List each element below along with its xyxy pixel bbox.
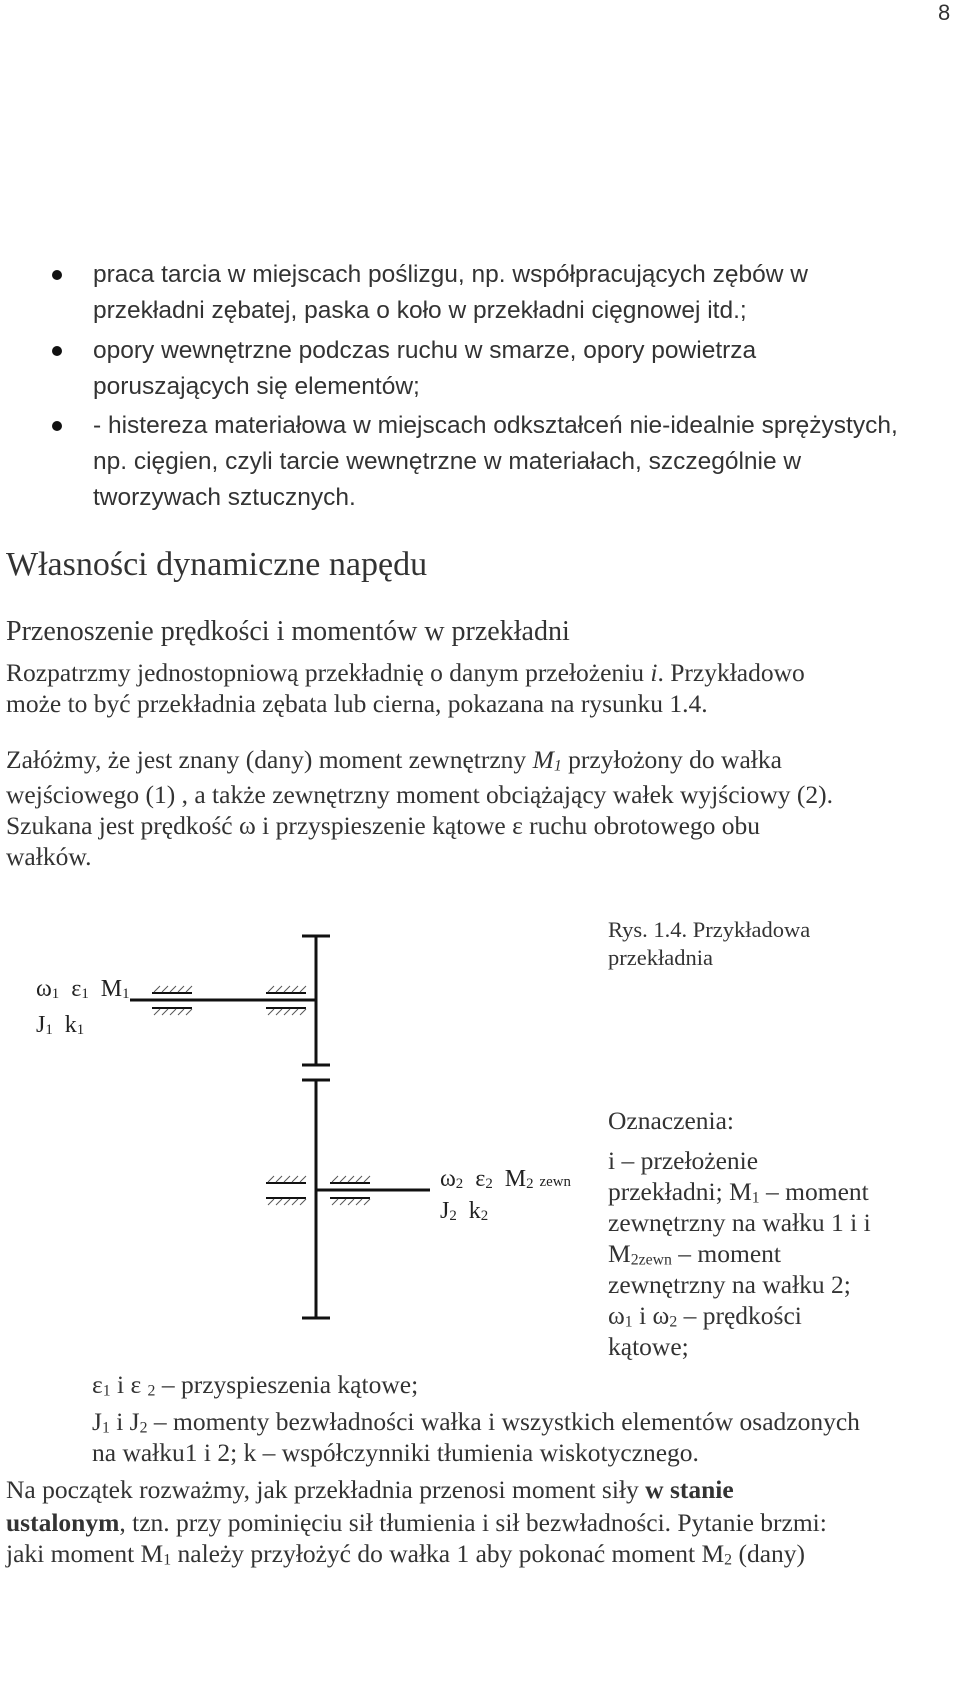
text-run: , tzn. przy pominięciu sił tłumienia i sił bezwładności. Pytanie brzmi: xyxy=(119,1508,827,1537)
subscript: 1 xyxy=(751,1189,760,1207)
legend-line-2 xyxy=(608,1177,869,1207)
bullet-1-line-1: praca tarcia w miejscach poślizgu, np. współpracujących zębów w xyxy=(93,261,808,288)
text-run: ω xyxy=(608,1301,625,1330)
figure-caption-line-1: Rys. 1.4. Przykładowa xyxy=(608,917,811,942)
text-run: należy przyłożyć do wałka 1 aby pokonać moment M xyxy=(171,1539,725,1568)
text-run: – przyspieszenia kątowe; xyxy=(155,1370,419,1399)
subscript: 2 xyxy=(526,1176,534,1193)
subscript: 2 xyxy=(669,1313,678,1331)
text-run: . Przykładowo xyxy=(657,658,805,687)
subsection-heading: Przenoszenie prędkości i momentów w przekładni xyxy=(6,616,570,647)
paragraph-2-line-3: Szukana jest prędkość ω i przyspieszenie kątowe ε ruchu obrotowego obu xyxy=(6,811,761,840)
subscript: 1 xyxy=(102,1382,111,1400)
text-run: Na początek rozważmy, jak przekładnia przenosi moment siły xyxy=(6,1475,646,1504)
subscript: 1 xyxy=(101,1419,110,1437)
text-run: Załóżmy, że jest znany (dany) moment zewnętrzny xyxy=(6,745,533,774)
text-run: Rozpatrzmy jednostopniową przekładnię o danym przełożeniu xyxy=(6,658,651,687)
moment-symbol: M xyxy=(100,976,123,1002)
legend-line-5: zewnętrzny na wałku 2; xyxy=(608,1270,851,1299)
damping-symbol: k xyxy=(64,1012,77,1038)
paragraph-2-line-2: wejściowego (1) , a także zewnętrzny moment obciążający wałek wyjściowy (2). xyxy=(6,780,833,809)
text-run: – moment xyxy=(671,1239,781,1268)
paragraph-2-line-4: wałków. xyxy=(6,842,92,871)
legend-line-4 xyxy=(608,1239,781,1269)
subscript: 2 xyxy=(455,1176,464,1193)
text-run: przekładni; M xyxy=(608,1177,752,1206)
subscript: 2 xyxy=(480,1208,489,1225)
subscript: 1 xyxy=(163,1551,172,1569)
subscript: 1 xyxy=(122,986,130,1003)
legend-line-3: zewnętrzny na wałku 1 i i xyxy=(608,1208,871,1237)
bullet-3-line-1: - histereza materiałowa w miejscach odkształceń nie-idealnie sprężystych, xyxy=(93,412,898,439)
figure-caption-line-2: przekładnia xyxy=(608,945,713,970)
bullet-2-line-1: opory wewnętrzne podczas ruchu w smarze, opory powietrza xyxy=(93,337,757,364)
text-run: jaki moment M xyxy=(6,1539,164,1568)
subscript: 2 xyxy=(139,1419,148,1437)
bullet-3-line-2: np. cięgien, czyli tarcie wewnętrzne w materiałach, szczególnie w xyxy=(93,448,802,475)
text-run: M xyxy=(608,1239,631,1268)
text-run: – prędkości xyxy=(677,1301,802,1330)
text-run: przyłożony do wałka xyxy=(561,745,782,774)
paragraph-1-line-2: może to być przekładnia zębata lub cierna, pokazana na rysunku 1.4. xyxy=(6,689,708,718)
text-run: i ε xyxy=(110,1370,148,1399)
text-run: – moment xyxy=(759,1177,869,1206)
text-run: ε xyxy=(92,1370,103,1399)
epsilon-symbol: ε xyxy=(71,976,82,1002)
page-number: 8 xyxy=(938,0,951,25)
inertia-line-1 xyxy=(92,1407,860,1437)
bearing-hatching xyxy=(154,986,370,1205)
bullet-3-line-3: tworzywach sztucznych. xyxy=(93,484,356,511)
text-run: – momenty bezwładności wałka i wszystkich elementów osadzonych xyxy=(147,1407,860,1436)
legend-title: Oznaczenia: xyxy=(608,1106,734,1135)
subscript: 1 xyxy=(76,1022,85,1039)
epsilon-legend-line xyxy=(92,1370,418,1400)
moment-symbol: M xyxy=(532,745,554,774)
text-run: J xyxy=(92,1407,102,1436)
final-paragraph-line-2 xyxy=(6,1508,827,1538)
inertia-symbol: J xyxy=(440,1198,450,1224)
inertia-line-2: na wałku1 i 2; k – współczynniki tłumienia wiskotycznego. xyxy=(92,1438,699,1467)
shaft-2-top-labels xyxy=(440,1166,571,1193)
epsilon-symbol: ε xyxy=(475,1166,486,1192)
section-heading: Własności dynamiczne napędu xyxy=(6,546,428,583)
subscript: 1 xyxy=(45,1022,53,1039)
subscript: 2 xyxy=(449,1208,457,1225)
legend-line-6 xyxy=(608,1301,802,1331)
text-run: i ω xyxy=(632,1301,670,1330)
subscript: 2 xyxy=(485,1176,493,1193)
final-paragraph-line-3 xyxy=(6,1539,805,1569)
final-paragraph-line-1 xyxy=(6,1475,734,1505)
subscript: 2 xyxy=(147,1382,156,1400)
shaft-1-bottom-labels xyxy=(36,1012,84,1039)
shaft-2-bottom-labels xyxy=(440,1198,488,1225)
bullet-1-line-2: przekładni zębatej, paska o koło w przekładni cięgnowej itd.; xyxy=(93,297,747,324)
subscript: 2 xyxy=(724,1551,733,1569)
bold-run: ustalonym xyxy=(6,1508,120,1537)
text-run: i J xyxy=(109,1407,140,1436)
subscript-zewn: zewn xyxy=(539,1174,571,1190)
subscript: 1 xyxy=(624,1313,633,1331)
moment-symbol: M xyxy=(504,1166,527,1192)
ratio-symbol: i xyxy=(650,658,658,687)
damping-symbol: k xyxy=(468,1198,481,1224)
shaft-1-top-labels xyxy=(36,976,130,1003)
omega-symbol: ω xyxy=(440,1166,456,1192)
subscript: 1 xyxy=(51,986,60,1003)
bold-run: w stanie xyxy=(645,1475,734,1504)
omega-symbol: ω xyxy=(36,976,52,1002)
bullet-2-line-2: poruszających się elementów; xyxy=(93,373,420,400)
subscript: 1 xyxy=(81,986,89,1003)
moment-subscript: 1 xyxy=(553,757,562,775)
subscript: 2zewn xyxy=(630,1251,672,1269)
legend-line-7: kątowe; xyxy=(608,1332,689,1361)
text-run: (dany) xyxy=(732,1539,806,1568)
legend-line-1: i – przełożenie xyxy=(608,1146,759,1175)
inertia-symbol: J xyxy=(36,1012,46,1038)
